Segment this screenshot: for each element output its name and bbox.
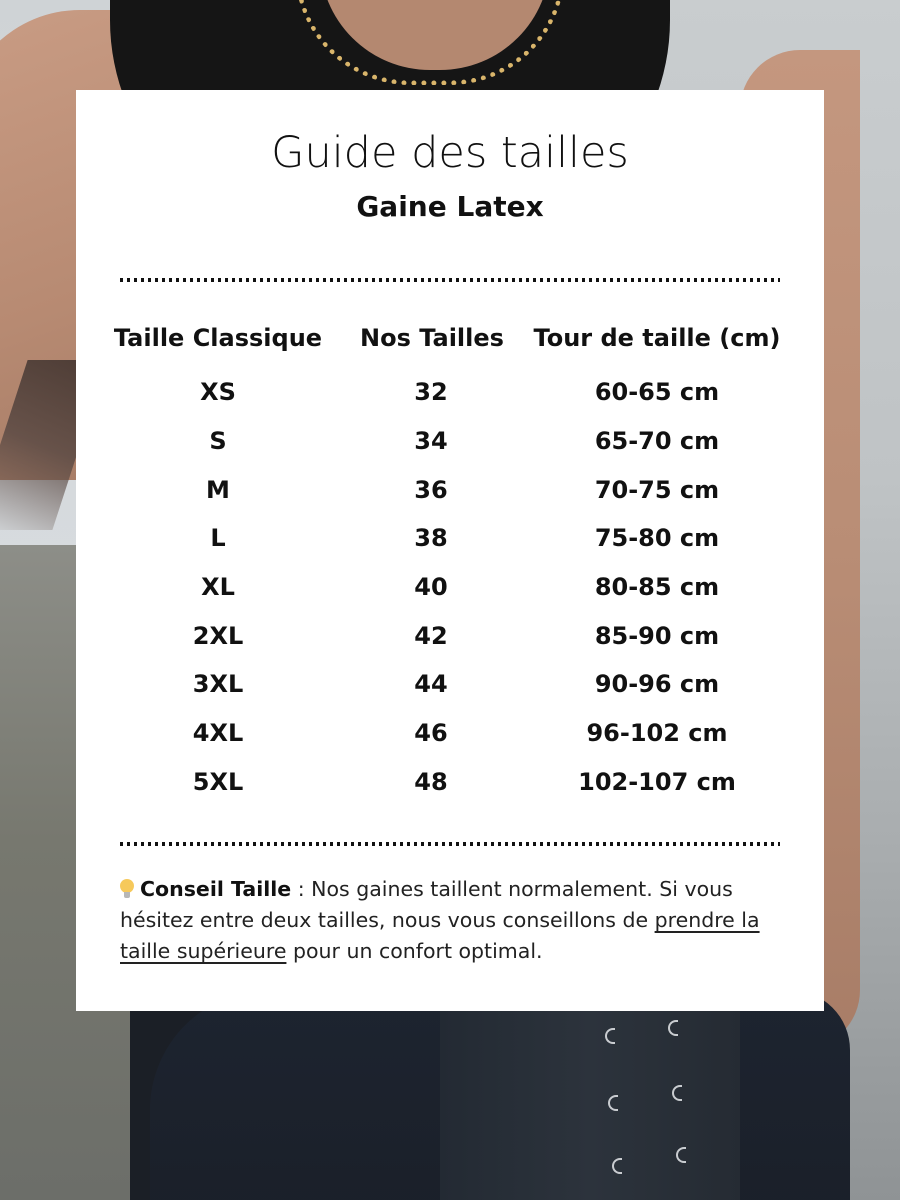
corset-hook-panel [440, 1010, 740, 1200]
cell-our-size: 44 [414, 670, 448, 699]
cell-classic-size: XL [201, 573, 235, 602]
cell-classic-size: L [210, 524, 226, 553]
cell-our-size: 46 [414, 719, 448, 748]
cell-waist: 75-80 cm [594, 524, 720, 553]
tip-label: Conseil Taille [140, 877, 292, 901]
column-header-waist: Tour de taille (cm) [533, 324, 781, 352]
cell-our-size: 48 [414, 767, 448, 796]
column-header-classic-size: Taille Classique [113, 324, 323, 352]
tip-text: Nos gaines taillent normalement. Si vous hésitez entre deux tailles, nous vous conseillons de [120, 877, 733, 932]
cell-classic-size: 4XL [192, 719, 244, 748]
corset-hook-icon [672, 1085, 682, 1101]
table-row [76, 709, 824, 758]
product-subtitle: Gaine Latex [356, 190, 544, 223]
dotted-divider-bottom [120, 842, 780, 846]
size-tip [120, 874, 790, 967]
cell-classic-size: XS [200, 378, 236, 407]
cell-waist: 60-65 cm [594, 378, 720, 407]
cell-classic-size: M [206, 475, 230, 504]
page-title: Guide des tailles [271, 128, 629, 178]
table-row [76, 611, 824, 660]
cell-waist: 85-90 cm [594, 621, 720, 650]
table-row [76, 417, 824, 466]
cell-our-size: 32 [414, 378, 448, 407]
table-row [76, 758, 824, 807]
table-header-row [76, 320, 824, 356]
lightbulb-icon [120, 879, 134, 899]
cell-classic-size: 5XL [192, 767, 244, 796]
corset-hook-icon [605, 1028, 615, 1044]
cell-waist: 90-96 cm [594, 670, 720, 699]
corset-hook-icon [668, 1020, 678, 1036]
table-row [76, 660, 824, 709]
tip-text-end: pour un confort optimal. [286, 939, 543, 963]
cell-our-size: 34 [414, 427, 448, 456]
corset-hook-icon [608, 1095, 618, 1111]
table-row [76, 465, 824, 514]
table-row [76, 563, 824, 612]
tip-separator: : [291, 877, 312, 901]
cell-classic-size: S [209, 427, 227, 456]
corset-hook-icon [676, 1147, 686, 1163]
cell-waist: 102-107 cm [578, 767, 736, 796]
cell-our-size: 38 [414, 524, 448, 553]
cell-waist: 70-75 cm [594, 475, 720, 504]
cell-classic-size: 2XL [192, 621, 244, 650]
dotted-divider-top [120, 278, 780, 282]
table-row [76, 368, 824, 417]
cell-waist: 96-102 cm [586, 719, 728, 748]
tip-emphasis: prendre la taille supérieure [120, 908, 760, 963]
column-header-our-size: Nos Tailles [360, 324, 504, 352]
corset-hook-icon [612, 1158, 622, 1174]
cell-waist: 80-85 cm [594, 573, 720, 602]
cell-our-size: 40 [414, 573, 448, 602]
cell-our-size: 36 [414, 475, 448, 504]
cell-waist: 65-70 cm [594, 427, 720, 456]
cell-classic-size: 3XL [192, 670, 244, 699]
cell-our-size: 42 [414, 621, 448, 650]
size-table [76, 320, 824, 806]
table-row [76, 514, 824, 563]
size-guide-card [76, 90, 824, 1011]
